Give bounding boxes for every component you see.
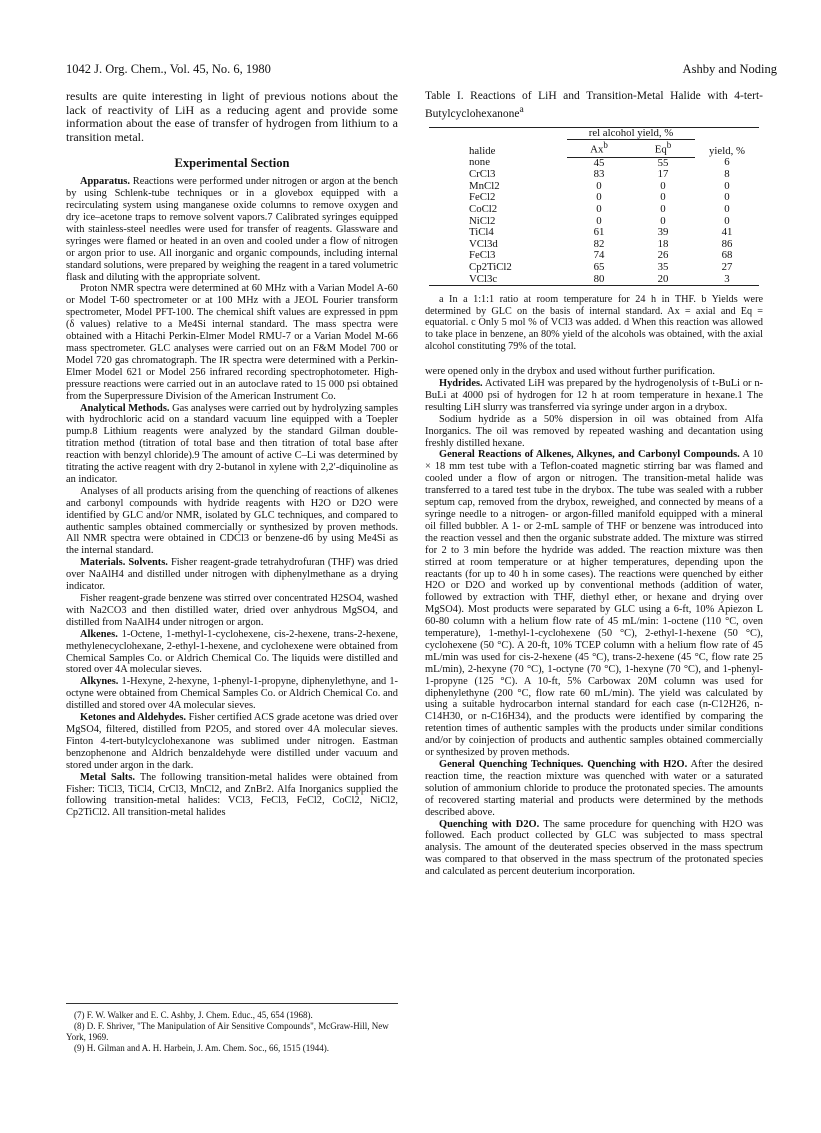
header-citation: 1042 J. Org. Chem., Vol. 45, No. 6, 1980: [66, 62, 271, 76]
footnote-9: (9) H. Gilman and A. H. Harbein, J. Am. Chem. Soc., 66, 1515 (1944).: [74, 1043, 329, 1053]
experimental-paragraph: [66, 629, 398, 677]
paragraph-heading: Materials. Solvents.: [80, 557, 168, 569]
cell-yield: 86: [721, 237, 733, 250]
left-column: [66, 90, 398, 819]
paragraph-heading: Analytical Methods.: [80, 402, 170, 414]
paragraph-text: Fisher reagent-grade tetrahydrofuran (THF) was dried over NaAlH4 and distilled under nitrogen with diphenylmethane as a drying indicator.: [66, 557, 398, 593]
paragraph-text: were opened only in the drybox and used without further purification.: [425, 366, 715, 378]
cell-ax: 0: [596, 179, 602, 192]
body-paragraph: [425, 378, 763, 414]
cell-ax: 0: [596, 191, 602, 204]
cell-halide: CoCl2: [469, 202, 498, 215]
paragraph-text: Sodium hydride as a 50% dispersion in oil was obtained from Alfa Inorganics. The oil was removed by repeated washing and decantation using freshly distilled hexane.: [425, 413, 763, 449]
cell-halide: VCl3c: [429, 274, 567, 286]
paragraph-text: Proton NMR spectra were determined at 60 MHz with a Varian Model A-60 or Model T-60 spectrometer or at 100 MHz with a JEOL Fourier transform spectrometer, Model PFT-100. The chemical shift values are expressed in ppm (δ values) relative to a Me4Si internal standard. The mass spectra were obtained with a Hitachi Perkin-Elmer Model RMU-7 or a Varian Model M-66 mass spectrometer. GLC analyses were carried out on an F&M Model 700 or Model 720 gas chromatograph. The IR spectra were determined with a Perkin-Elmer Model 621 or Model 256 infrared recording spectrophotometer. High-pressure reactions were carried out in an autoclave rated to 15 000 psi obtained from the Superpressure Division of the American Instrument Co.: [66, 283, 398, 402]
footnote-7: (7) F. W. Walker and E. C. Ashby, J. Chem. Educ., 45, 654 (1968).: [74, 1010, 313, 1020]
cell-halide: MnCl2: [469, 179, 500, 192]
cell-halide: FeCl3: [469, 249, 496, 262]
table-caption: [425, 90, 763, 121]
header-authors: Ashby and Noding: [682, 62, 777, 76]
experimental-paragraph: [66, 176, 398, 283]
cell-eq: 0: [660, 179, 666, 192]
col-ax: Ax$^b$: [567, 140, 631, 157]
cell-yield: 0: [724, 214, 730, 227]
body-paragraph: [425, 819, 763, 879]
experimental-paragraphs: [66, 176, 398, 819]
table-row: [429, 262, 759, 274]
paragraph-text: A 10 × 18 mm test tube with a Teflon-coated magnetic stirring bar was flamed and cooled under a flow of argon or nitrogen. The transition-metal halide was transferred to a tared test tube in the drybox. The tube was sealed with a rubber septum cap, removed from the drybox, reweighed, and connected by means of a syringe needle to a nitrogen- or argon-filled manifold equipped with a mineral oil filled bubbler. A 1- or 2-mL sample of THF or benzene was introduced into the reaction vessel and then the organic substrate added. The mixture was stirred for 2 to 3 min before the hydride was added. The reaction mixture was then stirred at room temperature or at higher temperatures, depending upon the reactants (for up to 40 h in some cases). The reactions were quenched by either H2O or D2O and worked up by conventional methods (addition of water, followed by extraction with THF, diethyl ether, or hexane and drying over MgSO4). Most products were separated by GLC using a 6-ft, 10% Apiezon L 60-80 column with a helium flow rate of 45 mL/min: 1-octene (110 °C, oven temperature), 1-methyl-1-cyclohexene (50 °C), 2-ethyl-1-hexene (50 °C), cyclohexene (50 °C). A 20-ft, 10% TCEP column with a helium flow rate of 45 mL/min was used for cis-2-hexene (45 °C), trans-2-hexene (45 °C, flow rate 25 mL/min), 2-hexyne (70 °C), 1-octyne (70 °C), 1-hexyne (70 °C), and 1-phenyl-1-propyne (125 °C). A 10-ft, 5% Carbowax 20M column was used for diphenylethyne (200 °C, flow rate 60 mL/min). The yield was calculated by using a suitable hydrocarbon internal standard for each case (n-C12H26, n-C14H30, or n-C16H34), and the products were identified by comparing the retention times of authentic samples with the products under similar conditions and/or by coinjection of products and authentic samples obtained commercially or synthesized by proven methods.: [425, 449, 763, 759]
paragraph-heading: Metal Salts.: [80, 771, 135, 783]
cell-ax: 65: [593, 260, 605, 273]
paragraph-text: The following transition-metal halides were obtained from Fisher: TiCl3, TiCl4, CrCl3, MnCl2, and ZnBr2. Alfa Inorganics supplied the following transition-metal halides: VCl3, FeCl3, FeCl2, CoCl2, NiCl2, Cp2TiCl2. All transition-metal halides: [66, 771, 398, 819]
cell-yield: 0: [724, 202, 730, 215]
experimental-paragraph: [66, 403, 398, 486]
cell-yield: 68: [721, 249, 733, 262]
paragraph-text: 1-Octene, 1-methyl-1-cyclohexene, cis-2-hexene, trans-2-hexene, methylenecyclohexane, 2-ethyl-1-hexene, and cyclohexene were obtained from Chemical Samples Co. or Aldrich Chemical Co. The liquids were distilled and stored over 4A molecular sieves.: [66, 628, 398, 676]
experimental-paragraph: [66, 486, 398, 557]
cell-eq: 0: [660, 214, 666, 227]
paragraph-text: Activated LiH was prepared by the hydrogenolysis of t-BuLi or n-BuLi at 4000 psi of hydrogen for 12 h at room temperature in hexane.1 The resulting LiH slurry was transferred via syringe under argon in a drybox.: [425, 378, 763, 413]
paragraph-text: Gas analyses were carried out by hydrolyzing samples with hydrochloric acid on a standard vacuum line equipped with a Toepler pump.8 Lithium reagents were analyzed by the standard Gilman double-titration method (titration of total base and then titration of total base after reaction with benzyl chloride).9 The amount of active C–Li was determined by titrating the active reagent with dry 2-butanol in xylene with 2,2′-diquinoline as an indicator.: [66, 402, 399, 485]
experimental-paragraph: [66, 593, 398, 629]
right-paragraphs: [425, 366, 763, 878]
table-body: [429, 157, 759, 286]
cell-ax: 61: [593, 226, 605, 239]
paragraph-text: Fisher reagent-grade benzene was stirred over concentrated H2SO4, washed with Na2CO3 and then distilled water, dried over anhydrous MgSO4, and distilled from NaAlH4 under nitrogen or argon.: [66, 593, 398, 628]
paragraph-text: The same procedure for quenching with H2O was followed. Each product collected by GLC was subjected to mass spectral analysis. The amount of the deuterated species observed in the mass spectrum was compared to that observed in the mass spectrum of the protonated species and calculated as percent deuterium incorporation.: [425, 818, 763, 878]
cell-eq: 0: [660, 202, 666, 215]
cell-yield: 6: [724, 156, 730, 169]
paragraph-text: Reactions were performed under nitrogen or argon at the bench by using Schlenk-tube techniques or in a glovebox equipped with a recirculating system using manganese oxide columns to remove oxygen and dry ice–acetone traps to remove solvent vapors.7 Calibrated syringes equipped with stainless-steel needles were used for transfer of reagents. Glassware and syringes were flamed or heated in an oven and cooled under a flow of nitrogen or argon prior to use. All inorganic and organic compounds, including internal standard solutions, were prepared by weighing the reagent in a tared volumetric flask and diluting with the appropriate solvent.: [66, 176, 398, 283]
experimental-paragraph: [66, 557, 398, 593]
paragraph-text: After the desired reaction time, the reaction mixture was quenched with water or a saturated solution of ammonium chloride to produce the protonated species. The amounts of recovered starting material and products were determined by the methods described above.: [425, 759, 763, 818]
cell-yield: 27: [721, 260, 733, 273]
cell-yield: 41: [721, 226, 733, 239]
paragraph-heading: General Quenching Techniques. Quenching with H2O.: [439, 759, 688, 771]
table-row: [429, 274, 759, 286]
results-table: [429, 127, 759, 286]
intro-paragraph: results are quite interesting in light of previous notions about the lack of reactivity of LiH as a reducing agent and provide some information about the ease of transfer of hydrogen from lithium to a transition metal.: [66, 89, 398, 144]
table-notes: [425, 294, 763, 352]
cell-halide: CrCl3: [469, 168, 496, 181]
cell-ax: 0: [596, 214, 602, 227]
paragraph-heading: Ketones and Aldehydes.: [80, 712, 186, 724]
section-title: Experimental Section: [174, 156, 290, 171]
paragraph-heading: Apparatus.: [80, 176, 130, 188]
cell-eq: 39: [657, 226, 669, 239]
table-title: Reactions of LiH and Transition-Metal Halide with 4-tert-Butylcyclohexanone: [425, 90, 763, 120]
col-yield: yield, %: [695, 127, 759, 157]
cell-yield: 8: [724, 168, 730, 181]
col-group-rel-yield: rel alcohol yield, %: [567, 127, 695, 140]
paragraph-heading: General Reactions of Alkenes, Alkynes, and Carbonyl Compounds.: [439, 449, 740, 461]
col-eq: Eq$^b$: [631, 140, 695, 157]
cell-eq: 17: [657, 168, 669, 181]
paragraph-heading: Quenching with D2O.: [439, 818, 540, 830]
cell-eq: 20: [631, 274, 695, 286]
right-column: [425, 90, 763, 878]
cell-eq: 0: [660, 191, 666, 204]
paragraph-heading: Alkenes.: [80, 628, 118, 640]
body-paragraph: [425, 366, 763, 378]
experimental-paragraph: [66, 676, 398, 712]
paragraph-heading: Alkynes.: [80, 676, 119, 688]
cell-ax: 45: [593, 156, 605, 169]
footnote-8: (8) D. F. Shriver, "The Manipulation of Air Sensitive Compounds", McGraw-Hill, New York, 1969.: [66, 1021, 389, 1042]
paragraph-heading: Hydrides.: [439, 378, 483, 390]
table-label: Table I.: [425, 90, 464, 102]
cell-ax: 82: [593, 237, 605, 250]
cell-eq: 26: [657, 249, 669, 262]
cell-halide: none: [469, 156, 490, 169]
cell-ax: 0: [596, 202, 602, 215]
cell-ax: 83: [593, 168, 605, 181]
body-paragraph: [425, 414, 763, 450]
cell-halide: NiCl2: [469, 214, 496, 227]
paragraph-text: Analyses of all products arising from the quenching of reactions of alkenes and carbonyl compounds with hydride reagents with H2O or D2O were identified by GLC and/or NMR, isolated by GLC techniques, and compared to authentic samples obtained commercially or synthesized by proven methods. All NMR spectra were obtained in CDCl3 or benzene-d6 by using Me4Si as the internal standard.: [66, 485, 398, 557]
cell-yield: 0: [724, 191, 730, 204]
paragraph-text: 1-Hexyne, 2-hexyne, 1-phenyl-1-propyne, diphenylethyne, and 1-octyne were obtained from Chemical Samples Co. or Aldrich Chemical Co. and distilled and stored over 4A molecular sieves.: [66, 676, 398, 712]
cell-eq: 55: [657, 156, 669, 169]
cell-yield: 3: [695, 274, 759, 286]
running-header: [66, 62, 777, 82]
footnotes: [66, 1003, 398, 1054]
paragraph-text: Fisher certified ACS grade acetone was dried over MgSO4, filtered, distilled from P2O5, and stored over 4A molecular sieves. Finton 4-tert-butylcyclohexanone was sublimed under nitrogen. Eastman benzophenone and Aldrich benzaldehyde were distilled under vacuum and stored under argon in the dark.: [66, 712, 398, 771]
cell-ax: 80: [567, 274, 631, 286]
cell-halide: VCl3d: [469, 237, 498, 250]
table-title-mark: a: [519, 104, 524, 115]
table-row: [429, 204, 759, 216]
body-paragraph: [425, 759, 763, 819]
cell-eq: 35: [657, 260, 669, 273]
cell-halide: Cp2TiCl2: [469, 260, 512, 273]
cell-eq: 18: [657, 237, 669, 250]
experimental-paragraph: [66, 772, 398, 820]
cell-halide: TiCl4: [469, 226, 494, 239]
body-paragraph: [425, 449, 763, 759]
table-note: a In a 1:1:1 ratio at room temperature for 24 h in THF. b Yields were determined by GLC on the basis of internal standard. Ax = axial and Eq = equatorial. c Only 5 mol % of VCl3 was added. d When this reaction was allowed to take place in benzene, an 80% yield of the alcohols was obtained, with the axial alcohol constituting 79% of the total.: [425, 294, 763, 352]
cell-ax: 74: [593, 249, 605, 262]
col-halide: halide: [429, 127, 567, 157]
cell-halide: FeCl2: [469, 191, 496, 204]
cell-yield: 0: [724, 179, 730, 192]
experimental-paragraph: [66, 283, 398, 402]
experimental-paragraph: [66, 712, 398, 772]
